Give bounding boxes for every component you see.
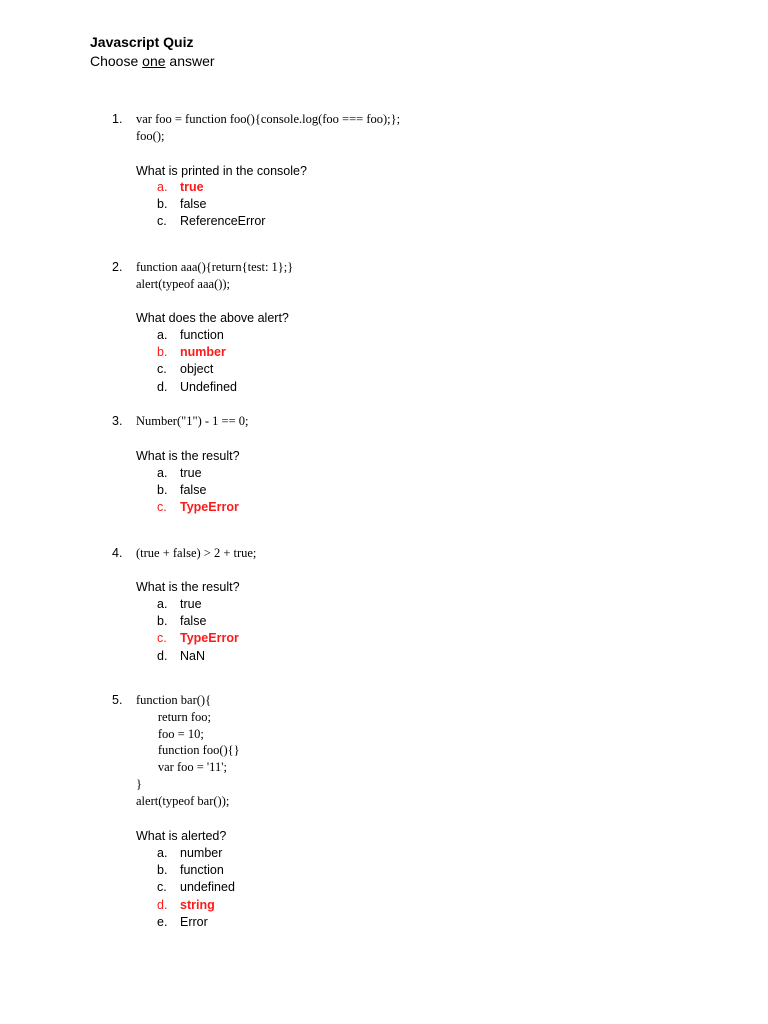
option-letter: d. xyxy=(157,648,168,663)
option-letter: c. xyxy=(157,631,167,646)
option-text: number xyxy=(180,846,223,860)
code-snippet: function aaa(){return{test: 1};} alert(typeof aaa()); xyxy=(136,260,294,291)
option-text: Error xyxy=(180,914,208,929)
answer-option[interactable] xyxy=(157,213,265,230)
option-text: TypeError xyxy=(180,631,239,646)
code-snippet: var foo = function foo(){console.log(foo === foo);}; foo(); xyxy=(136,112,401,143)
option-letter: d. xyxy=(157,897,168,912)
answer-option[interactable] xyxy=(157,879,235,896)
answer-options xyxy=(157,465,239,517)
option-letter: a. xyxy=(157,597,168,611)
instructions-emphasis: one xyxy=(142,53,166,69)
answer-options xyxy=(157,179,265,231)
answer-option[interactable] xyxy=(157,465,239,482)
answer-options xyxy=(157,596,239,665)
option-letter: c. xyxy=(157,500,167,515)
option-letter: b. xyxy=(157,483,168,498)
option-text: string xyxy=(180,897,215,912)
answer-option[interactable] xyxy=(157,379,237,396)
answer-option[interactable] xyxy=(157,179,265,196)
option-text: true xyxy=(180,597,202,611)
answer-option[interactable] xyxy=(157,499,239,516)
option-letter: a. xyxy=(157,466,168,480)
option-letter: c. xyxy=(157,214,167,229)
option-letter: b. xyxy=(157,197,168,212)
option-text: ReferenceError xyxy=(180,214,266,229)
option-text: function xyxy=(180,863,224,878)
option-letter: b. xyxy=(157,345,168,360)
option-text: number xyxy=(180,345,226,360)
question-prompt: What is the result? xyxy=(136,449,240,463)
option-text: true xyxy=(180,466,202,480)
option-letter: a. xyxy=(157,328,168,342)
instructions-post: answer xyxy=(165,53,215,69)
option-text: true xyxy=(180,180,204,194)
answer-option[interactable] xyxy=(157,613,239,630)
page-title: Javascript Quiz xyxy=(90,34,194,50)
answer-option[interactable] xyxy=(157,344,237,361)
question-number: 4. xyxy=(112,546,123,560)
answer-option[interactable] xyxy=(157,630,239,647)
question-number: 3. xyxy=(112,414,123,428)
option-letter: b. xyxy=(157,614,168,629)
option-text: false xyxy=(180,483,207,498)
answer-options xyxy=(157,327,237,396)
answer-option[interactable] xyxy=(157,196,265,213)
code-snippet: function bar(){ return foo; foo = 10; function foo(){} var foo = '11'; } alert(typeof bar()); xyxy=(136,693,240,808)
question-prompt: What is printed in the console? xyxy=(136,164,307,178)
option-letter: c. xyxy=(157,362,167,377)
option-text: NaN xyxy=(180,648,206,663)
option-letter: a. xyxy=(157,180,168,194)
answer-options xyxy=(157,845,235,931)
option-letter: d. xyxy=(157,379,168,394)
option-text: object xyxy=(180,362,214,377)
option-text: undefined xyxy=(180,880,235,895)
answer-option[interactable] xyxy=(157,361,237,378)
option-text: Undefined xyxy=(180,379,237,394)
answer-option[interactable] xyxy=(157,914,235,931)
option-letter: c. xyxy=(157,880,167,895)
option-letter: a. xyxy=(157,846,168,860)
instructions-pre: Choose xyxy=(90,53,143,69)
question-prompt: What is the result? xyxy=(136,580,240,594)
question-number: 5. xyxy=(112,693,123,707)
answer-option[interactable] xyxy=(157,862,235,879)
question-prompt: What is alerted? xyxy=(136,829,227,843)
option-text: TypeError xyxy=(180,500,239,515)
answer-option[interactable] xyxy=(157,482,239,499)
question-number: 2. xyxy=(112,260,123,274)
question-number: 1. xyxy=(112,112,123,126)
code-snippet: Number("1") - 1 == 0; xyxy=(136,414,249,428)
option-text: function xyxy=(180,328,224,342)
question-prompt: What does the above alert? xyxy=(136,311,289,325)
option-text: false xyxy=(180,197,207,212)
answer-option[interactable] xyxy=(157,897,235,914)
option-letter: b. xyxy=(157,863,168,878)
instructions xyxy=(90,52,215,70)
answer-option[interactable] xyxy=(157,327,237,344)
option-letter: e. xyxy=(157,914,168,929)
answer-option[interactable] xyxy=(157,596,239,613)
answer-option[interactable] xyxy=(157,648,239,665)
answer-option[interactable] xyxy=(157,845,235,862)
option-text: false xyxy=(180,614,207,629)
code-snippet: (true + false) > 2 + true; xyxy=(136,546,257,560)
